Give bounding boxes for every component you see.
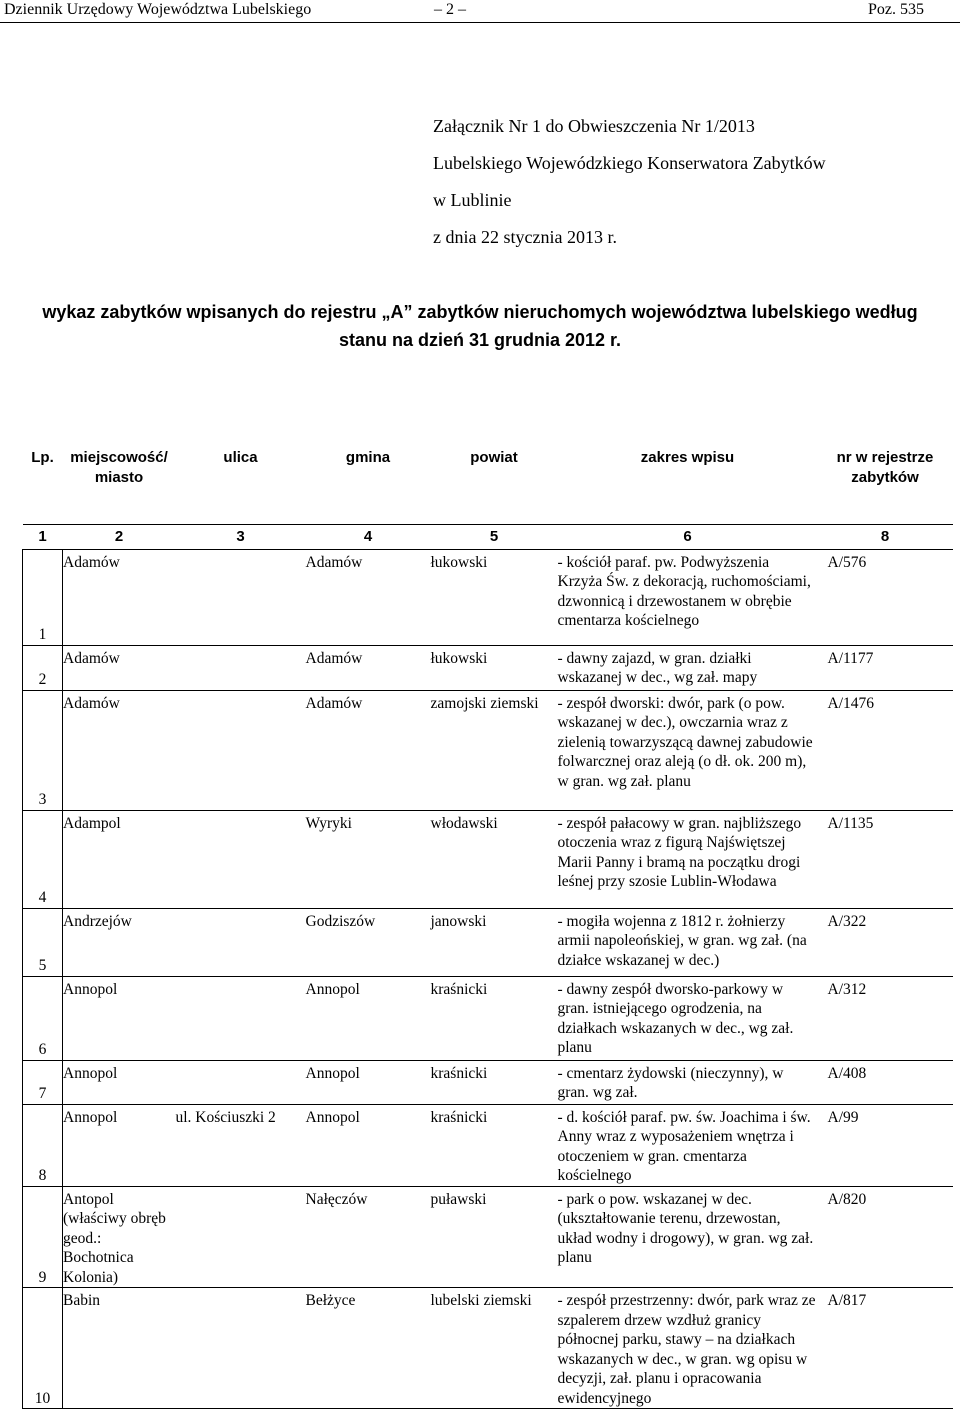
header-zakres: zakres wpisu <box>640 449 735 466</box>
attachment-line: w Lublinie <box>433 190 512 210</box>
table-row <box>23 908 953 976</box>
cell-miejscowosc: Annopol <box>63 1064 118 1082</box>
cell-lp: 2 <box>23 645 63 690</box>
cell-ulica <box>176 690 306 810</box>
journal-name: Dziennik Urzędowy Województwa Lubelskiego <box>4 1 312 18</box>
cell-gmina: Annopol <box>305 980 360 998</box>
cell-miejscowosc: Annopol <box>63 980 118 998</box>
position-number: Poz. 535 <box>868 1 924 18</box>
register-table <box>22 447 953 1409</box>
cell-nr: A/1135 <box>827 814 874 832</box>
column-number: 8 <box>818 524 953 549</box>
cell-powiat: lubelski ziemski <box>430 1292 532 1309</box>
cell-zakres: - zespół przestrzenny: dwór, park wraz ze szpalerem drzew wzdłuż granicy północnej parku, stawy – na działkach wskazanych w dec., w gran. wg opisu w decyzji, zał. planu i opracowania ewidencyjnego <box>557 1292 816 1407</box>
cell-lp: 9 <box>23 1186 63 1288</box>
cell-powiat: łukowski <box>430 553 488 571</box>
cell-zakres: - kościół paraf. pw. Podwyższenia Krzyża Św. z dekoracją, ruchomościami, dzwonnicą i drzewostanem w obrębie cmentarza kościelnego <box>557 553 811 629</box>
cell-ulica <box>176 1288 306 1409</box>
cell-powiat: kraśnicki <box>430 980 488 998</box>
table-row <box>23 810 953 908</box>
attachment-line: Załącznik Nr 1 do Obwieszczenia Nr 1/2013 <box>433 116 755 136</box>
cell-gmina: Bełżyce <box>305 1292 356 1309</box>
cell-nr: A/322 <box>827 912 867 930</box>
cell-lp: 3 <box>23 690 63 810</box>
cell-gmina: Adamów <box>305 553 363 571</box>
table-row <box>23 690 953 810</box>
cell-lp: 6 <box>23 976 63 1060</box>
cell-zakres: - park o pow. wskazanej w dec. (ukształtowanie terenu, drzewostan, układ wodny i drogowy), w gran. wg zał. planu <box>557 1190 814 1266</box>
header-gmina: gmina <box>345 449 391 466</box>
cell-miejscowosc: Adampol <box>63 814 121 832</box>
title-line: stanu na dzień 31 grudnia 2012 r. <box>338 330 622 350</box>
table-row <box>23 1288 953 1409</box>
column-number-row <box>23 524 953 549</box>
cell-zakres: - zespół dworski: dwór, park (o pow. wskazanej w dec.), owczarnia wraz z zielenią towarzyszącą dawnej zabudowie folwarcznej oraz aleją (o dł. ok. 200 m), w gran. wg zał. planu <box>557 694 813 790</box>
column-number: 1 <box>23 524 63 549</box>
cell-gmina: Annopol <box>305 1064 360 1082</box>
column-number: 3 <box>176 524 306 549</box>
page-header <box>0 0 960 23</box>
cell-powiat: kraśnicki <box>430 1108 488 1126</box>
cell-ulica <box>176 810 306 908</box>
cell-nr: A/1177 <box>827 649 874 667</box>
cell-powiat: kraśnicki <box>430 1064 488 1082</box>
table-row <box>23 1186 953 1288</box>
cell-miejscowosc: Babin <box>63 1292 101 1309</box>
attachment-line: Lubelskiego Wojewódzkiego Konserwatora Zabytków <box>433 153 826 173</box>
cell-gmina: Adamów <box>305 694 363 712</box>
column-number: 5 <box>431 524 558 549</box>
cell-zakres: - cmentarz żydowski (nieczynny), w gran. wg zał. <box>557 1064 784 1101</box>
header-powiat: powiat <box>470 449 518 466</box>
table-row <box>23 645 953 690</box>
header-lp: Lp. <box>31 449 54 466</box>
cell-powiat: janowski <box>430 912 487 930</box>
cell-lp: 5 <box>23 908 63 976</box>
cell-gmina: Godziszów <box>305 912 376 930</box>
cell-zakres: - dawny zajazd, w gran. działki wskazanej w dec., wg zał. mapy <box>557 649 758 686</box>
cell-miejscowosc: Andrzejów <box>63 912 132 930</box>
column-number: 2 <box>63 524 176 549</box>
cell-nr: A/408 <box>827 1064 867 1082</box>
cell-gmina: Nałęczów <box>305 1190 368 1208</box>
column-number: 4 <box>306 524 431 549</box>
cell-ulica: ul. Kościuszki 2 <box>175 1108 276 1126</box>
table-row <box>23 1104 953 1186</box>
cell-nr: A/576 <box>827 553 867 571</box>
title-line: wykaz zabytków wpisanych do rejestru „A” zabytków nieruchomych województwa lubelskiego według <box>42 302 918 322</box>
attachment-note <box>433 108 826 256</box>
cell-powiat: włodawski <box>430 814 498 832</box>
cell-ulica <box>176 1060 306 1104</box>
cell-miejscowosc: Adamów <box>63 553 120 571</box>
cell-miejscowosc: Annopol <box>63 1108 118 1126</box>
cell-powiat: zamojski ziemski <box>430 694 539 712</box>
cell-nr: A/99 <box>827 1108 859 1126</box>
document-title <box>0 298 960 354</box>
cell-ulica <box>176 645 306 690</box>
cell-nr: A/817 <box>827 1292 867 1309</box>
cell-lp: 4 <box>23 810 63 908</box>
header-ulica: ulica <box>223 449 258 466</box>
header-nr: nr w rejestrze zabytków <box>836 449 934 486</box>
page-number: – 2 – <box>434 1 466 18</box>
cell-nr: A/820 <box>827 1190 867 1208</box>
cell-gmina: Adamów <box>305 649 363 667</box>
table-row <box>23 976 953 1060</box>
cell-miejscowosc: Adamów <box>63 649 120 667</box>
cell-gmina: Wyryki <box>305 814 352 832</box>
cell-lp: 7 <box>23 1060 63 1104</box>
attachment-line: z dnia 22 stycznia 2013 r. <box>433 227 617 247</box>
cell-ulica <box>176 908 306 976</box>
cell-zakres: - mogiła wojenna z 1812 r. żołnierzy armii napoleońskiej, w gran. wg zał. (na działce wskazanej w dec.) <box>557 912 807 969</box>
cell-powiat: łukowski <box>430 649 488 667</box>
cell-miejscowosc: Adamów <box>63 694 120 712</box>
cell-zakres: - dawny zespół dworsko-parkowy w gran. istniejącego ogrodzenia, na działkach wskazanych w dec., wg zał. planu <box>557 980 794 1056</box>
cell-zakres: - zespół pałacowy w gran. najbliższego otoczenia wraz z figurą Najświętszej Marii Panny i bramą na początku drogi leśnej przy szosie Lublin-Włodawa <box>557 814 802 890</box>
cell-lp: 10 <box>23 1288 63 1409</box>
cell-lp: 1 <box>23 549 63 645</box>
cell-nr: A/312 <box>827 980 867 998</box>
cell-ulica <box>176 976 306 1060</box>
cell-ulica <box>176 1186 306 1288</box>
column-number: 6 <box>558 524 818 549</box>
cell-gmina: Annopol <box>305 1108 360 1126</box>
header-row <box>23 447 953 524</box>
header-miejscowosc: miejscowość/ miasto <box>70 449 168 486</box>
table-row <box>23 1060 953 1104</box>
table-row <box>23 549 953 645</box>
cell-ulica <box>176 549 306 645</box>
cell-powiat: puławski <box>430 1190 487 1208</box>
cell-miejscowosc: Antopol (właściwy obręb geod.: Bochotnica Kolonia) <box>63 1190 166 1286</box>
cell-lp: 8 <box>23 1104 63 1186</box>
cell-nr: A/1476 <box>827 694 874 712</box>
cell-zakres: - d. kościół paraf. pw. św. Joachima i św. Anny wraz z wyposażeniem wnętrza i otoczeniem w gran. cmentarza kościelnego <box>557 1108 811 1184</box>
